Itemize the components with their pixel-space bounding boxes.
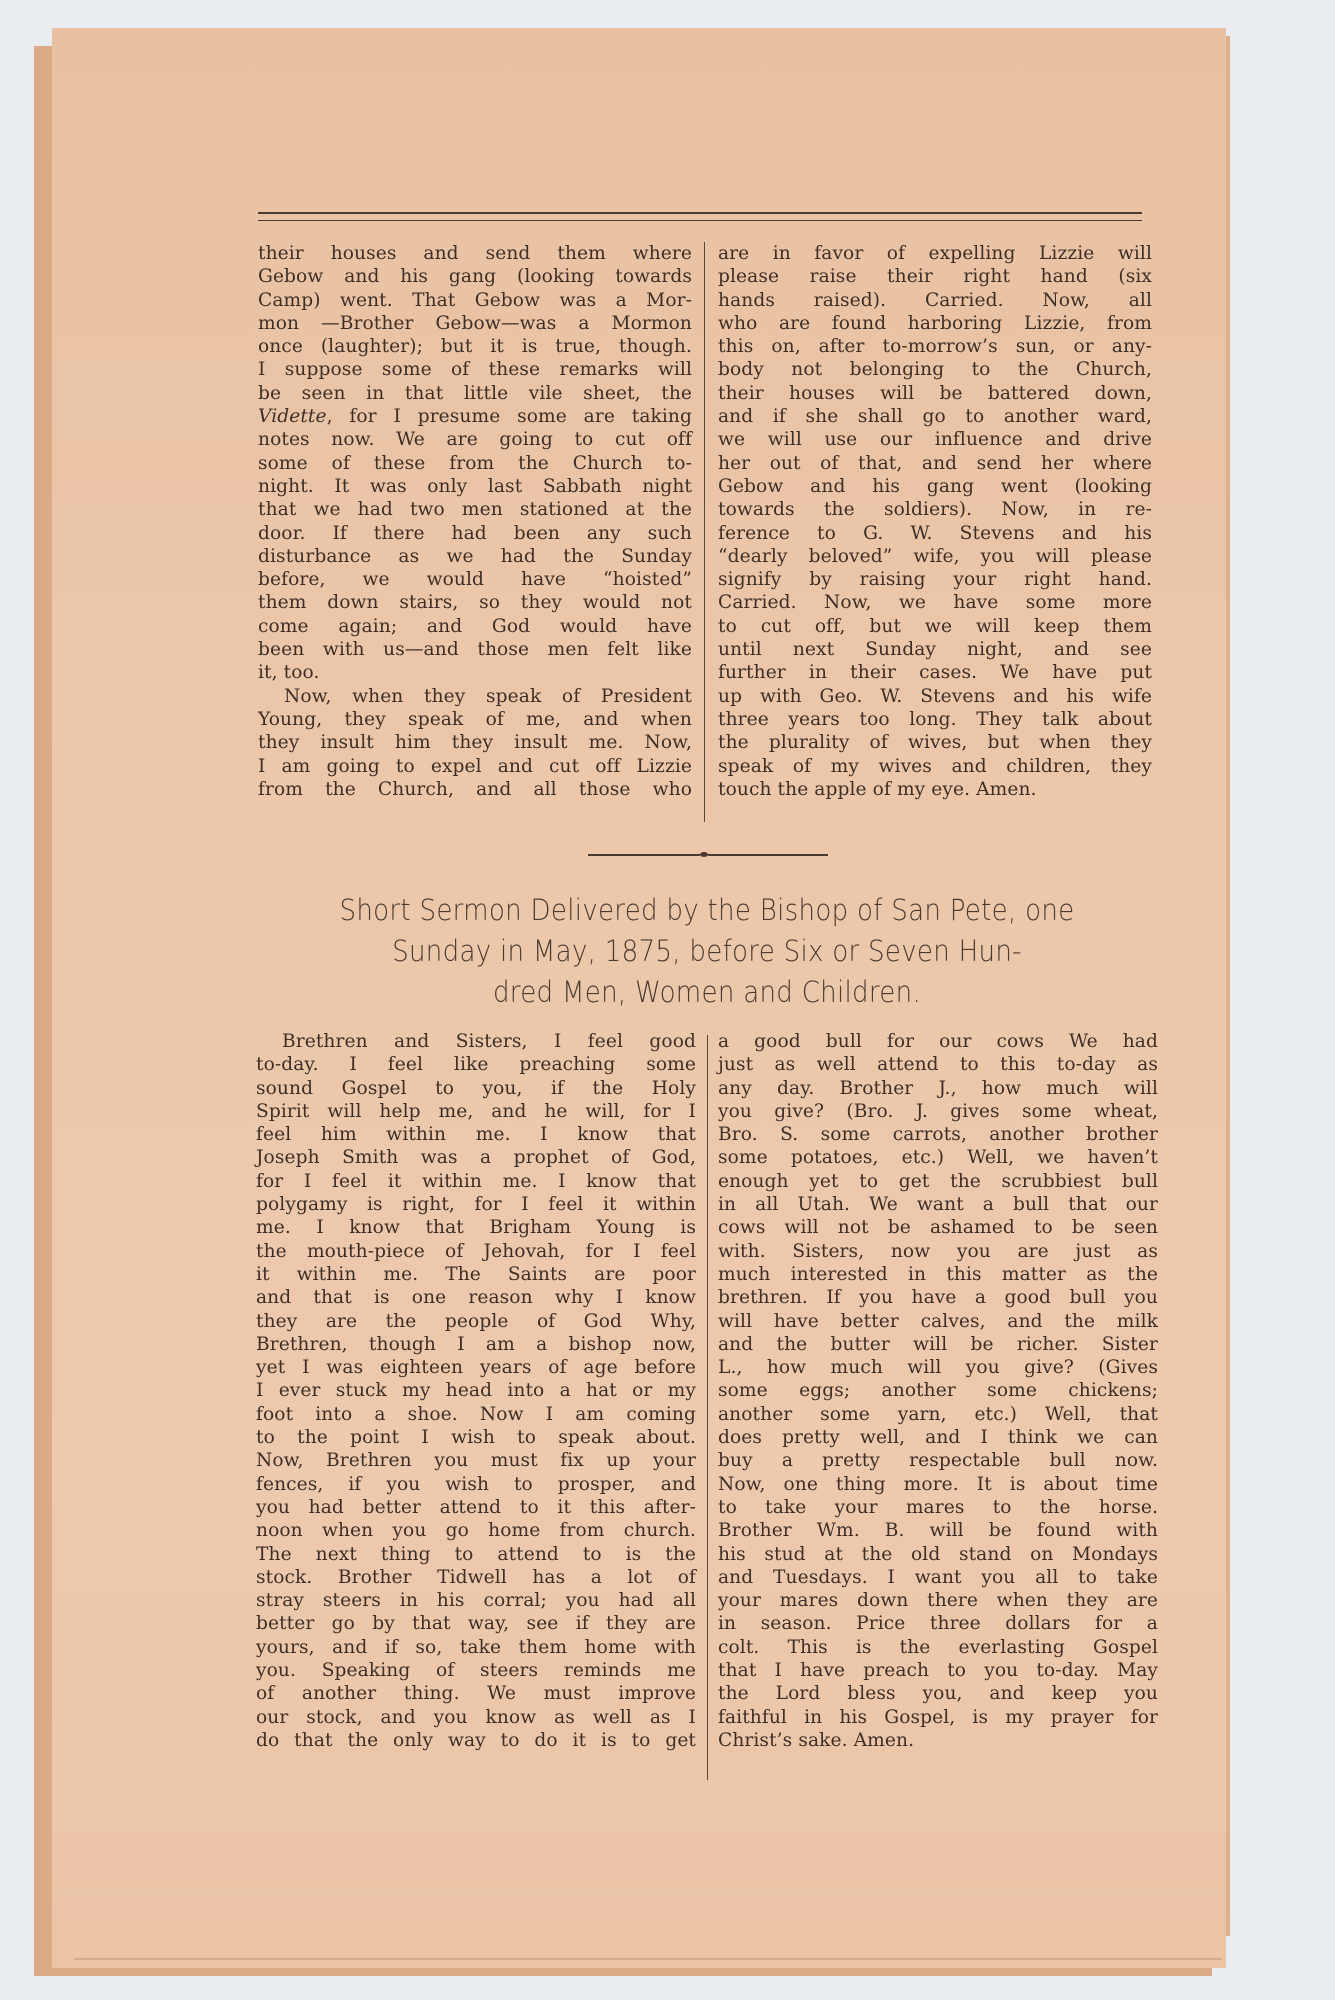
- text-line: the Lord bless you, and keep you: [718, 1683, 1158, 1705]
- text-line: until next Sunday night, and see: [718, 639, 1152, 661]
- text-line: do that the only way to do it is to get: [256, 1729, 696, 1751]
- column-divider-bottom: [707, 1035, 708, 1780]
- text-line: body not belonging to the Church,: [718, 359, 1152, 381]
- sermon-title-line: dred Men, Women and Children.: [492, 975, 922, 1009]
- text-line: and if she shall go to another ward,: [718, 406, 1152, 428]
- top-rule-secondary: [258, 220, 1142, 221]
- text-line: are in favor of expelling Lizzie will: [718, 243, 1152, 264]
- text-line: they insult him they insult me. Now,: [258, 732, 692, 754]
- sermon-left-column: [256, 1030, 696, 1752]
- text-line: this on, after to-morrow’s sun, or any-: [718, 336, 1152, 358]
- text-line: that I have preach to you to-day. May: [718, 1660, 1158, 1682]
- text-line: to-day. I feel like preaching some: [256, 1054, 696, 1076]
- text-line: I am going to expel and cut off Lizzie: [258, 755, 692, 777]
- text-line: better go by that way, see if they are: [256, 1613, 696, 1635]
- text-line: Now, one thing more. It is about time: [718, 1473, 1158, 1495]
- text-line: Gebow and his gang (looking towards: [258, 266, 692, 288]
- text-line: colt. This is the everlasting Gospel: [718, 1636, 1158, 1658]
- text-line: for I feel it within me. I know that: [256, 1170, 696, 1192]
- text-line: they are the people of God Why,: [256, 1310, 696, 1332]
- text-line: to cut off, but we will keep them: [718, 615, 1152, 637]
- sermon-right-column: [718, 1030, 1158, 1752]
- text-line: yours, and if so, take them home with: [256, 1636, 696, 1658]
- text-line: yet I was eighteen years of age before: [256, 1357, 696, 1379]
- text-line: them down stairs, so they would not: [258, 592, 692, 614]
- text-line: who are found harboring Lizzie, from: [718, 312, 1152, 334]
- column-divider-top: [704, 242, 705, 822]
- text-line: you had better attend to it this after-: [256, 1496, 696, 1518]
- text-line: noon when you go home from church.: [256, 1520, 696, 1542]
- text-line: you. Speaking of steers reminds me: [256, 1660, 696, 1682]
- text-line: you give? (Bro. J. gives some wheat,: [718, 1100, 1158, 1122]
- text-line: it, too.: [258, 662, 320, 684]
- text-line: her out of that, and send her where: [718, 452, 1152, 474]
- text-line: of another thing. We must improve: [256, 1683, 696, 1705]
- sermon-title-line: Short Sermon Delivered by the Bishop of San Pete, one: [339, 893, 1075, 927]
- text-line: our stock, and you know as well as I: [256, 1706, 696, 1728]
- text-line: Now, Brethren you must fix up your: [256, 1450, 696, 1472]
- top-right-column: [718, 242, 1152, 801]
- text-line: Now, when they speak of President: [284, 685, 692, 707]
- text-line: fences, if you wish to prosper, and: [256, 1473, 696, 1495]
- text-line: stray steers in his corral; you had all: [256, 1590, 696, 1612]
- text-line: their houses will be battered down,: [718, 382, 1152, 404]
- text-line: door. If there had been any such: [258, 522, 692, 544]
- sermon-title-line: Sunday in May, 1875, before Six or Seven Hun-: [392, 934, 1022, 968]
- text-line: come again; and God would have: [258, 615, 692, 637]
- text-line: towards the soldiers). Now, in re-: [718, 499, 1152, 521]
- text-line: hands raised). Carried. Now, all: [718, 289, 1152, 311]
- text-line: please raise their right hand (six: [718, 266, 1152, 288]
- text-line: to the point I wish to speak about.: [256, 1427, 696, 1449]
- text-line: be seen in that little vile sheet, the: [258, 382, 692, 404]
- text-line: your mares down there when they are: [718, 1590, 1158, 1612]
- text-line: Bro. S. some carrots, another brother: [718, 1124, 1158, 1146]
- text-line: any day. Brother J., how much will: [718, 1077, 1158, 1099]
- text-line: Camp) went. That Gebow was a Mor-: [258, 289, 692, 311]
- text-line: further in their cases. We have put: [718, 662, 1152, 684]
- top-left-column: [258, 242, 692, 801]
- text-line: some potatoes, etc.) Well, we haven’t: [718, 1147, 1158, 1169]
- text-line: does pretty well, and I think we can: [718, 1427, 1158, 1449]
- text-line: signify by raising your right hand.: [718, 569, 1152, 591]
- text-line: Young, they speak of me, and when: [258, 708, 692, 730]
- sermon-title: [307, 890, 1108, 1013]
- text-line: once (laughter); but it is true, though.: [258, 336, 692, 358]
- text-line: foot into a shoe. Now I am coming: [256, 1403, 696, 1425]
- text-line: speak of my wives and children, they: [718, 755, 1152, 777]
- text-line: the mouth-piece of Jehovah, for I feel: [256, 1240, 696, 1262]
- text-line: L., how much will you give? (Gives: [718, 1357, 1158, 1379]
- text-line: it within me. The Saints are poor: [256, 1263, 696, 1285]
- text-line: we will use our influence and drive: [718, 429, 1152, 451]
- text-line: notes now. We are going to cut off: [258, 429, 692, 451]
- text-line: with. Sisters, now you are just as: [718, 1240, 1158, 1262]
- text-line: in all Utah. We want a bull that our: [718, 1194, 1158, 1216]
- text-line: “dearly beloved” wife, you will please: [718, 545, 1152, 567]
- text-line: the plurality of wives, but when they: [718, 732, 1152, 754]
- text-line: I ever stuck my head into a hat or my: [256, 1380, 696, 1402]
- text-line: stock. Brother Tidwell has a lot of: [256, 1566, 696, 1588]
- text-line: Christ’s sake. Amen.: [718, 1729, 915, 1751]
- text-line: up with Geo. W. Stevens and his wife: [718, 685, 1152, 707]
- text-line: three years too long. They talk about: [718, 708, 1152, 730]
- text-line: I suppose some of these remarks will: [258, 359, 692, 381]
- text-line: that we had two men stationed at the: [258, 499, 692, 521]
- text-line: mon —Brother Gebow—was a Mormon: [258, 312, 692, 334]
- text-line: enough yet to get the scrubbiest bull: [718, 1170, 1158, 1192]
- newspaper-name: Vidette: [258, 406, 327, 428]
- top-rule: [258, 212, 1142, 214]
- text-line: feel him within me. I know that: [256, 1124, 696, 1146]
- text-line: The next thing to attend to is the: [256, 1543, 696, 1565]
- text-line: some eggs; another some chickens;: [718, 1380, 1158, 1402]
- text-line: disturbance as we had the Sunday: [258, 545, 692, 567]
- text-line: will have better calves, and the milk: [718, 1310, 1158, 1332]
- text-line: and Tuesdays. I want you all to take: [718, 1566, 1158, 1588]
- text-line: in season. Price three dollars for a: [718, 1613, 1158, 1635]
- text-line: Gebow and his gang went (looking: [718, 475, 1152, 497]
- text-line: and that is one reason why I know: [256, 1287, 696, 1309]
- text-line: been with us—and those men felt like: [258, 639, 692, 661]
- text-line: Brethren, though I am a bishop now,: [256, 1333, 696, 1355]
- text-line: Carried. Now, we have some more: [718, 592, 1152, 614]
- text-line: from the Church, and all those who: [258, 778, 692, 800]
- text-line: me. I know that Brigham Young is: [256, 1217, 696, 1239]
- text-line: Joseph Smith was a prophet of God,: [256, 1147, 696, 1169]
- text-line: much interested in this matter as the: [718, 1263, 1158, 1285]
- text-line: some of these from the Church to-: [258, 452, 692, 474]
- text-line: buy a pretty respectable bull now.: [718, 1450, 1158, 1472]
- text-line: cows will not be ashamed to be seen: [718, 1217, 1158, 1239]
- text-line: touch the apple of my eye. Amen.: [718, 778, 1037, 800]
- text-line: sound Gospel to you, if the Holy: [256, 1077, 696, 1099]
- page-edge-line: [74, 1958, 1222, 1960]
- text-line: ference to G. W. Stevens and his: [718, 522, 1152, 544]
- text-line: their houses and send them where: [258, 243, 692, 264]
- text-line: before, we would have “hoisted”: [258, 569, 692, 591]
- text-line: just as well attend to this to-day as: [718, 1054, 1158, 1076]
- text-line: Spirit will help me, and he will, for I: [256, 1100, 696, 1122]
- section-ornament-divider: [588, 852, 828, 858]
- text-line: and the butter will be richer. Sister: [718, 1333, 1158, 1355]
- text-line: polygamy is right, for I feel it within: [256, 1194, 696, 1216]
- text-line: his stud at the old stand on Mondays: [718, 1543, 1158, 1565]
- text-line: night. It was only last Sabbath night: [258, 475, 692, 497]
- text-line: Brethren and Sisters, I feel good: [282, 1031, 696, 1052]
- text-line: another some yarn, etc.) Well, that: [718, 1403, 1158, 1425]
- text-line: faithful in his Gospel, is my prayer for: [718, 1706, 1158, 1728]
- text-line: Brother Wm. B. will be found with: [718, 1520, 1158, 1542]
- text-line: a good bull for our cows We had: [718, 1031, 1158, 1052]
- text-line: brethren. If you have a good bull you: [718, 1287, 1158, 1309]
- text-line: to take your mares to the horse.: [718, 1496, 1158, 1518]
- text-line: Vidette, for I presume some are taking: [258, 406, 692, 428]
